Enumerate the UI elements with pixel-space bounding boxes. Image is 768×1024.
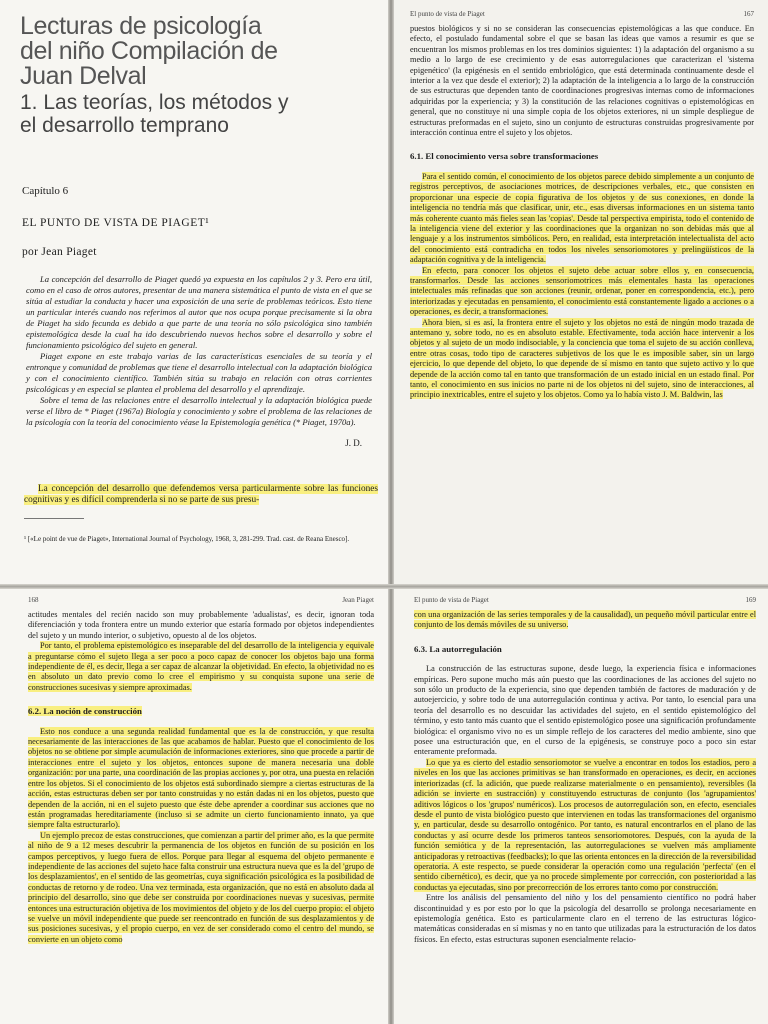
highlighted-text: Por tanto, el problema epistemológico es inseparable del del desarrollo de la inteligencia y equivale a preguntarse cómo el sujeto llega a ser poco a poco capaz de conocer los objetos bajo una forma independiente de él, es decir, llega a ser capaz de alcanzar la objetividad. En efecto, la objetividad no es en absoluto un dato previo como lo cree el empirismo y su conquista supone una serie de construcciones sucesivas y siempre aproximadas. xyxy=(28,641,374,692)
paragraph xyxy=(410,172,754,266)
paragraph: actitudes mentales del recién nacido son muy probablemente 'adualistas', es decir, ignoran toda diferenciación y toda frontera entre un mundo exterior que estaría formado por objetos independientes del sujeto y un mundo interior, o subjetivo, opuesto al de los objetos. xyxy=(28,610,374,640)
page-number: 168 xyxy=(28,596,39,604)
intro-paragraph: Piaget expone en este trabajo varias de las características esenciales de su teoría y el entronque y comunidad de problemas que tiene el desarrollo intelectual con la adaptación biológica y con el conocimiento científico. También sitúa su trabajo en relación con otras corrientes psicológicas y en especial se plantea el problema del desarrollo y el aprendizaje. xyxy=(26,351,372,394)
chapter-title: EL PUNTO DE VISTA DE PIAGET¹ xyxy=(22,217,210,229)
paragraph xyxy=(28,727,374,831)
page-167 xyxy=(392,0,768,585)
highlighted-text: Para el sentido común, el conocimiento de los objetos parece debido simplemente a un conjunto de registros perceptivos, de asociaciones motrices, de descripciones verbales, etc., que consisten en proporcionar una especie de copia figurativa de los objetos y de sus conexiones, en donde la inteligencia no tendría más que clasificar, unir, etc., esas diversas informaciones en un sistema tanto más coherente cuanto más fieles sean las 'copias'. Desde tal perspectiva empirista, todo el contenido de la inteligencia viene del exterior y las coordinaciones que la organizan no son debidas más que al lenguaje y a los instrumentos simbólicos. Pero, en realidad, esta interpretación intelectualista del acto del conocimiento está contradicha en todos los niveles sensoriomotores y prelingüísticos de la adaptación cognitiva y de la inteligencia. xyxy=(410,171,754,265)
book-subtitle-line-1: 1. Las teorías, los métodos y xyxy=(20,91,289,114)
book-title xyxy=(20,14,378,89)
page-chapter-opening xyxy=(0,0,392,585)
running-head-title: El punto de vista de Piaget xyxy=(414,596,489,604)
section-heading xyxy=(28,706,374,716)
chapter-label: Capítulo 6 xyxy=(22,185,69,197)
scan-page-divider xyxy=(0,584,768,589)
paragraph xyxy=(28,831,374,945)
running-head-title: Jean Piaget xyxy=(342,596,374,604)
book-spine-gutter xyxy=(388,0,394,1024)
paragraph: La construcción de las estructuras supone, desde luego, la experiencia física e informaciones empíricas. Pero supone mucho más aún puesto que las coordinaciones de las acciones del sujeto no son sólo un producto de la experiencia, sino que dependen también de factores de maduración y de autoejercicio, y sobre todo de una autorregulación continua y activa. Por tanto, lo esencial para una teoría del desarrollo es no descuidar las actividades del sujeto, en el sentido epistemológico del término, y esto tanto más cuanto que el sentido epistemológico posee una significación profundamente biológica: el organismo vivo no es un simple reflejo de los caracteres del medio ambiente, sino que posee una estructuración que, en el curso de la epigénesis, se construye poco a poco sin estar enteramente preformada. xyxy=(414,664,756,757)
highlighted-text: Lo que ya es cierto del estadio sensoriomotor se vuelve a encontrar en todos los estadios, pero a niveles en los que las acciones primitivas se han transformado en operaciones, es decir, en acciones interiorizadas (cf. la adición, que puede realizarse materialmente o en pensamiento), reversibles (la adición se invierte en sustracción) y constituyendo estructuras de conjunto (los 'agrupamientos' aditivos lógicos o los 'grupos' numéricos). Los procesos de autorregulación son, en efecto, esenciales desde el punto de vista biológico puesto que intervienen en todas las transformaciones del organismo y, en particular, desde su desarrollo ontogénico. Por tanto, es natural encontrarlos en el plano de las conductas y así ocurre desde los primeros tanteos sensoriomotores. Después, con la ayuda de la función semiótica y de la representación, las autorregulaciones se vuelven más ampliamente anticipadoras y retroactivas (feedbacks); lo que las orienta entonces en la dirección de la reversibilidad operatoria. A este respecto, se puede considerar la operación como una regulación 'perfecta' (en el sentido cibernético), es decir, que ya no procede simplemente por corrección, con posterioridad a las conductas ya ejecutadas, sino por precorrección de los errores tanto como por construcción. xyxy=(414,757,756,892)
book-title-line-2: del niño Compilación de xyxy=(20,37,278,65)
book-subtitle xyxy=(20,91,378,137)
footnote-rule xyxy=(24,518,84,519)
paragraph xyxy=(414,758,756,893)
book-title-line-3: Juan Delval xyxy=(20,62,147,90)
section-heading: 6.3. La autorregulación xyxy=(414,643,502,654)
page-text xyxy=(414,610,756,945)
footnote: ¹ [«Le point de vue de Piaget», International Journal of Psychology, 1968, 3, 281-299. Trad. cast. de Reana Enesco]. xyxy=(24,535,350,543)
running-header xyxy=(28,596,374,604)
highlighted-text: Ahora bien, si es así, la frontera entre el sujeto y los objetos no está de ningún modo trazada de antemano y, sobre todo, no es en absoluto estable. Efectivamente, toda acción hace intervenir a los objetos y al sujeto de un modo indisociable, y la conciencia que toma el sujeto de su acción conlleva, entre otras cosas, todo tipo de caracteres subjetivos de los que le es imposible saber, sin un largo ejercicio, lo que depende del objeto, lo que depende de sí mismo en tanto que sujeto activo y lo que depende de la acción como tal en tanto que transformación de un estado inicial en un estado final. Por tanto, el conocimiento en sus inicios no parte ni de los objetos ni del sujeto, sino de interacciones, al principio inextricables, entre el sujeto y los objetos. Como ya lo había visto J. M. Baldwin, las xyxy=(410,317,754,400)
page-number: 169 xyxy=(745,596,756,604)
page-text xyxy=(410,24,754,401)
editor-signature: J. D. xyxy=(345,438,362,448)
highlighted-text: Un ejemplo precoz de estas construcciones, que comienzan a partir del primer año, es la que permite al niño de 9 a 12 meses descubrir la permanencia de los objetos en función de su posición en los campos perceptivos, y luego fuera de ellos. Porque para llegar al esquema del objeto permanente e independiente de las acciones del sujeto hace falta construir una estructura nueva que es la del 'grupo de los desplazamientos', en el sentido de las geometrías, cuya significación psicológica es la posibilidad de conductas de retorno y de rodeo. Una vez terminada, esta organización, que no está en absoluto dada al principio del desarrollo, sino que debe ser construida por coordinaciones nuevas y sucesivas, permite entonces una estructuración objetiva de los movimientos del objeto y de los del cuerpo propio: el objeto se vuelve un móvil independiente que puede ser reencontrado en función de sus desplazamientos y de sus posiciones sucesivas, y el propio cuerpo, en vez de ser considerado como el centro del mundo, se convierte en un objeto como xyxy=(28,830,374,944)
paragraph: Entre los análisis del pensamiento del niño y los del pensamiento científico no podrá haber discontinuidad y es por esto por lo que la psicología del desarrollo se prolonga necesariamente en epistemología genética. Esto es particularmente claro en el terreno de las estructuras lógico-matemáticas consideradas en sí mismas y no en tanto que utilizadas para la estructuración de los datos físicos. En efecto, estas estructuras suponen esencialmente relacio- xyxy=(414,893,756,944)
paragraph xyxy=(410,318,754,401)
chapter-author: por Jean Piaget xyxy=(22,246,97,258)
section-heading-text: 6.2. La noción de construcción xyxy=(28,706,142,717)
paragraph: puestos biológicos y si no se consideran las consecuencias epistemológicas a las que conduce. En efecto, el postulado fundamental sobre el que se basan las ideas que vamos a resumir es que se encuentran los mismos problemas en los tres dominios siguientes: 1) la adaptación del organismo a su medio a lo largo de ese crecimiento y de esas autorregulaciones que caracterizan el 'sistema epigenético' (la epigénesis en el sentido embriológico, que está determinada continuamente desde el interior a la vez que desde el exterior); 2) la adaptación de la inteligencia a lo largo de la construcción de sus estructuras que dependen tanto de coordinaciones progresivas internas como de informaciones adquiridas por la experiencia; y 3) la constitución de las relaciones cognitivas o epistemológicas en general, que no constituye ni una simple copia de los objetos exteriores, ni un simple despliegue de estructuras preformadas en el sujeto, sino un conjunto de estructuras construidas progresivamente por interacción continua entre el sujeto y los objetos. xyxy=(410,24,754,138)
editor-introduction xyxy=(26,274,372,428)
highlighted-text: En efecto, para conocer los objetos el sujeto debe actuar sobre ellos y, en consecuencia, transformarlos. Desde las acciones sensoriomotrices más elementales hasta las operaciones intelectuales más refinadas que son acciones (reunir, ordenar, poner en correspondencia, etc.), pero interiorizadas y ejecutadas en pensamiento, el conocimiento está constantemente ligado a acciones o a operaciones, es decir, a transformaciones. xyxy=(410,265,754,317)
page-number: 167 xyxy=(743,10,754,18)
intro-paragraph: La concepción del desarrollo de Piaget quedó ya expuesta en los capítulos 2 y 3. Pero era útil, como en el caso de otros autores, presentar de una manera sistemática el punto de vista en el que se sitúa al estudiar la conducta y hacer una exposición de una serie de problemas teóricos. Esto tiene un particular interés cuando nos referimos al autor que nos ocupa porque precisamente si la obra de Piaget ha sido fecunda es debido a que parte de una teoría no sólo psicológica sino también epistemológica desde la cual ha ido descubriendo nuevos hechos sobre el desarrollo y sobre el funcionamiento psicológico del sujeto en general. xyxy=(26,274,372,350)
intro-paragraph: Sobre el tema de las relaciones entre el desarrollo intelectual y la adaptación biológica puede verse el libro de * Piaget (1967a) Biología y conocimiento y sobre el problema de las relaciones de la psicología con la teoría del conocimiento véase la Epistemología genética (* Piaget, 1970a). xyxy=(26,395,372,427)
paragraph xyxy=(28,641,374,693)
section-heading: 6.1. El conocimiento versa sobre transformaciones xyxy=(410,151,599,162)
highlighted-text: con una organización de las series temporales y de la causalidad), un pequeño móvil particular entre el conjunto de los demás móviles de su universo. xyxy=(414,610,756,630)
running-header xyxy=(410,10,754,18)
paragraph xyxy=(410,266,754,318)
highlighted-text: Esto nos conduce a una segunda realidad fundamental que es la de construcción, y que resulta necesariamente de las interacciones de las que acabamos de hablar. Puesto que el conocimiento de los objetos no se obtiene por simple acumulación de informaciones exteriores, sino que procede a partir de interacciones entre el sujeto y los objetos, entonces supone de manera necesaria una doble organización: por una parte, una coordinación de las propias acciones y, por otra, una puesta en relación entre los objetos. Si el conocimiento de los objetos está subordinado siempre a ciertas estructuras de la acción, estas estructuras deben ser por tanto construidas y no están dadas ni en los objetos, puesto que dependen de la acción, ni en el sujeto puesto que éste debe aprender a coordinar sus acciones que no están programadas hereditariamente (incluso si se admite un cierto funcionamiento innato, ya que siempre falta estructurarlo). xyxy=(28,726,374,830)
paragraph xyxy=(414,610,756,631)
highlighted-text: La concepción del desarrollo que defendemos versa particularmente sobre las funciones cognitivas y es difícil comprenderla si no se parte de sus presu- xyxy=(24,484,378,505)
page-168 xyxy=(0,588,392,1024)
book-subtitle-line-2: el desarrollo temprano xyxy=(20,114,229,137)
running-header xyxy=(414,596,756,604)
book-title-line-1: Lecturas de psicología xyxy=(20,12,262,40)
running-head-title: El punto de vista de Piaget xyxy=(410,10,485,18)
page-text xyxy=(28,610,374,945)
page-169 xyxy=(392,588,768,1024)
chapter-body-start xyxy=(24,484,378,506)
